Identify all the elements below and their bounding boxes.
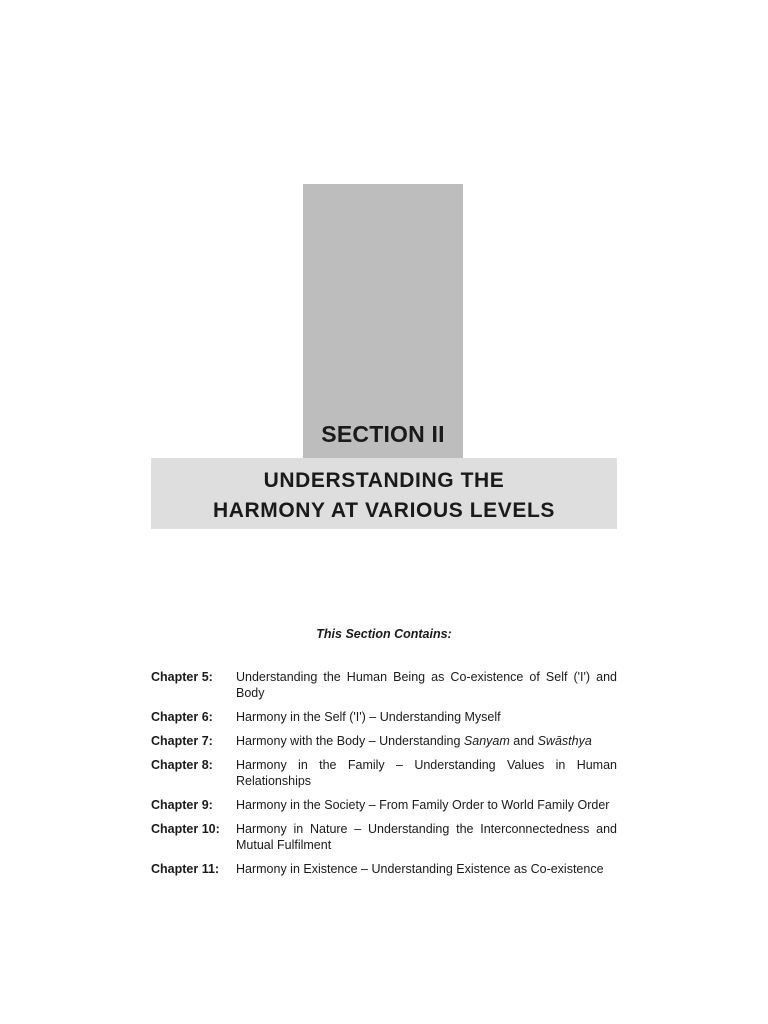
chapter-title-mid: and (509, 734, 538, 748)
chapter-title-italic-sanyam: Sanyam (463, 734, 510, 748)
chapter-row-6 (151, 709, 617, 725)
section-title-line-1: UNDERSTANDING THE (263, 469, 505, 492)
section-label: SECTION II (321, 421, 445, 447)
chapter-number: Chapter 11: (151, 862, 220, 876)
section-header-block (303, 184, 463, 458)
chapter-row-10 (151, 821, 617, 853)
chapter-number: Chapter 6: (151, 710, 213, 724)
chapter-title: Harmony in Existence – Understanding Existence as Co-existence (236, 862, 604, 876)
chapter-number: Chapter 8: (151, 758, 213, 772)
chapter-title: Harmony in Nature – Understanding the Interconnectedness and Mutual Fulfilment (236, 822, 617, 852)
section-title-line-2: HARMONY AT VARIOUS LEVELS (212, 499, 556, 522)
chapter-number: Chapter 7: (151, 734, 213, 748)
chapter-row-11 (151, 861, 617, 877)
chapter-number: Chapter 9: (151, 798, 213, 812)
chapter-list (151, 669, 617, 885)
chapter-row-7 (151, 733, 617, 749)
chapter-title-prefix: Harmony with the Body – Understanding (236, 734, 464, 748)
chapter-number: Chapter 5: (151, 670, 213, 684)
chapter-title: Harmony in the Society – From Family Order to World Family Order (236, 798, 610, 812)
chapter-number: Chapter 10: (151, 822, 220, 836)
contents-heading: This Section Contains: (316, 627, 452, 641)
chapter-row-8 (151, 757, 617, 789)
chapter-title: Harmony in the Family – Understanding Values in Human Relationships (236, 758, 617, 788)
section-title (151, 466, 617, 526)
chapter-title: Understanding the Human Being as Co-existence of Self ('I') and Body (236, 670, 617, 700)
chapter-row-9 (151, 797, 617, 813)
chapter-title: Harmony in the Self ('I') – Understanding Myself (236, 710, 501, 724)
chapter-row-5 (151, 669, 617, 701)
chapter-title-italic-swasthya: Swāsthya (537, 734, 592, 748)
chapter-title (236, 733, 617, 749)
